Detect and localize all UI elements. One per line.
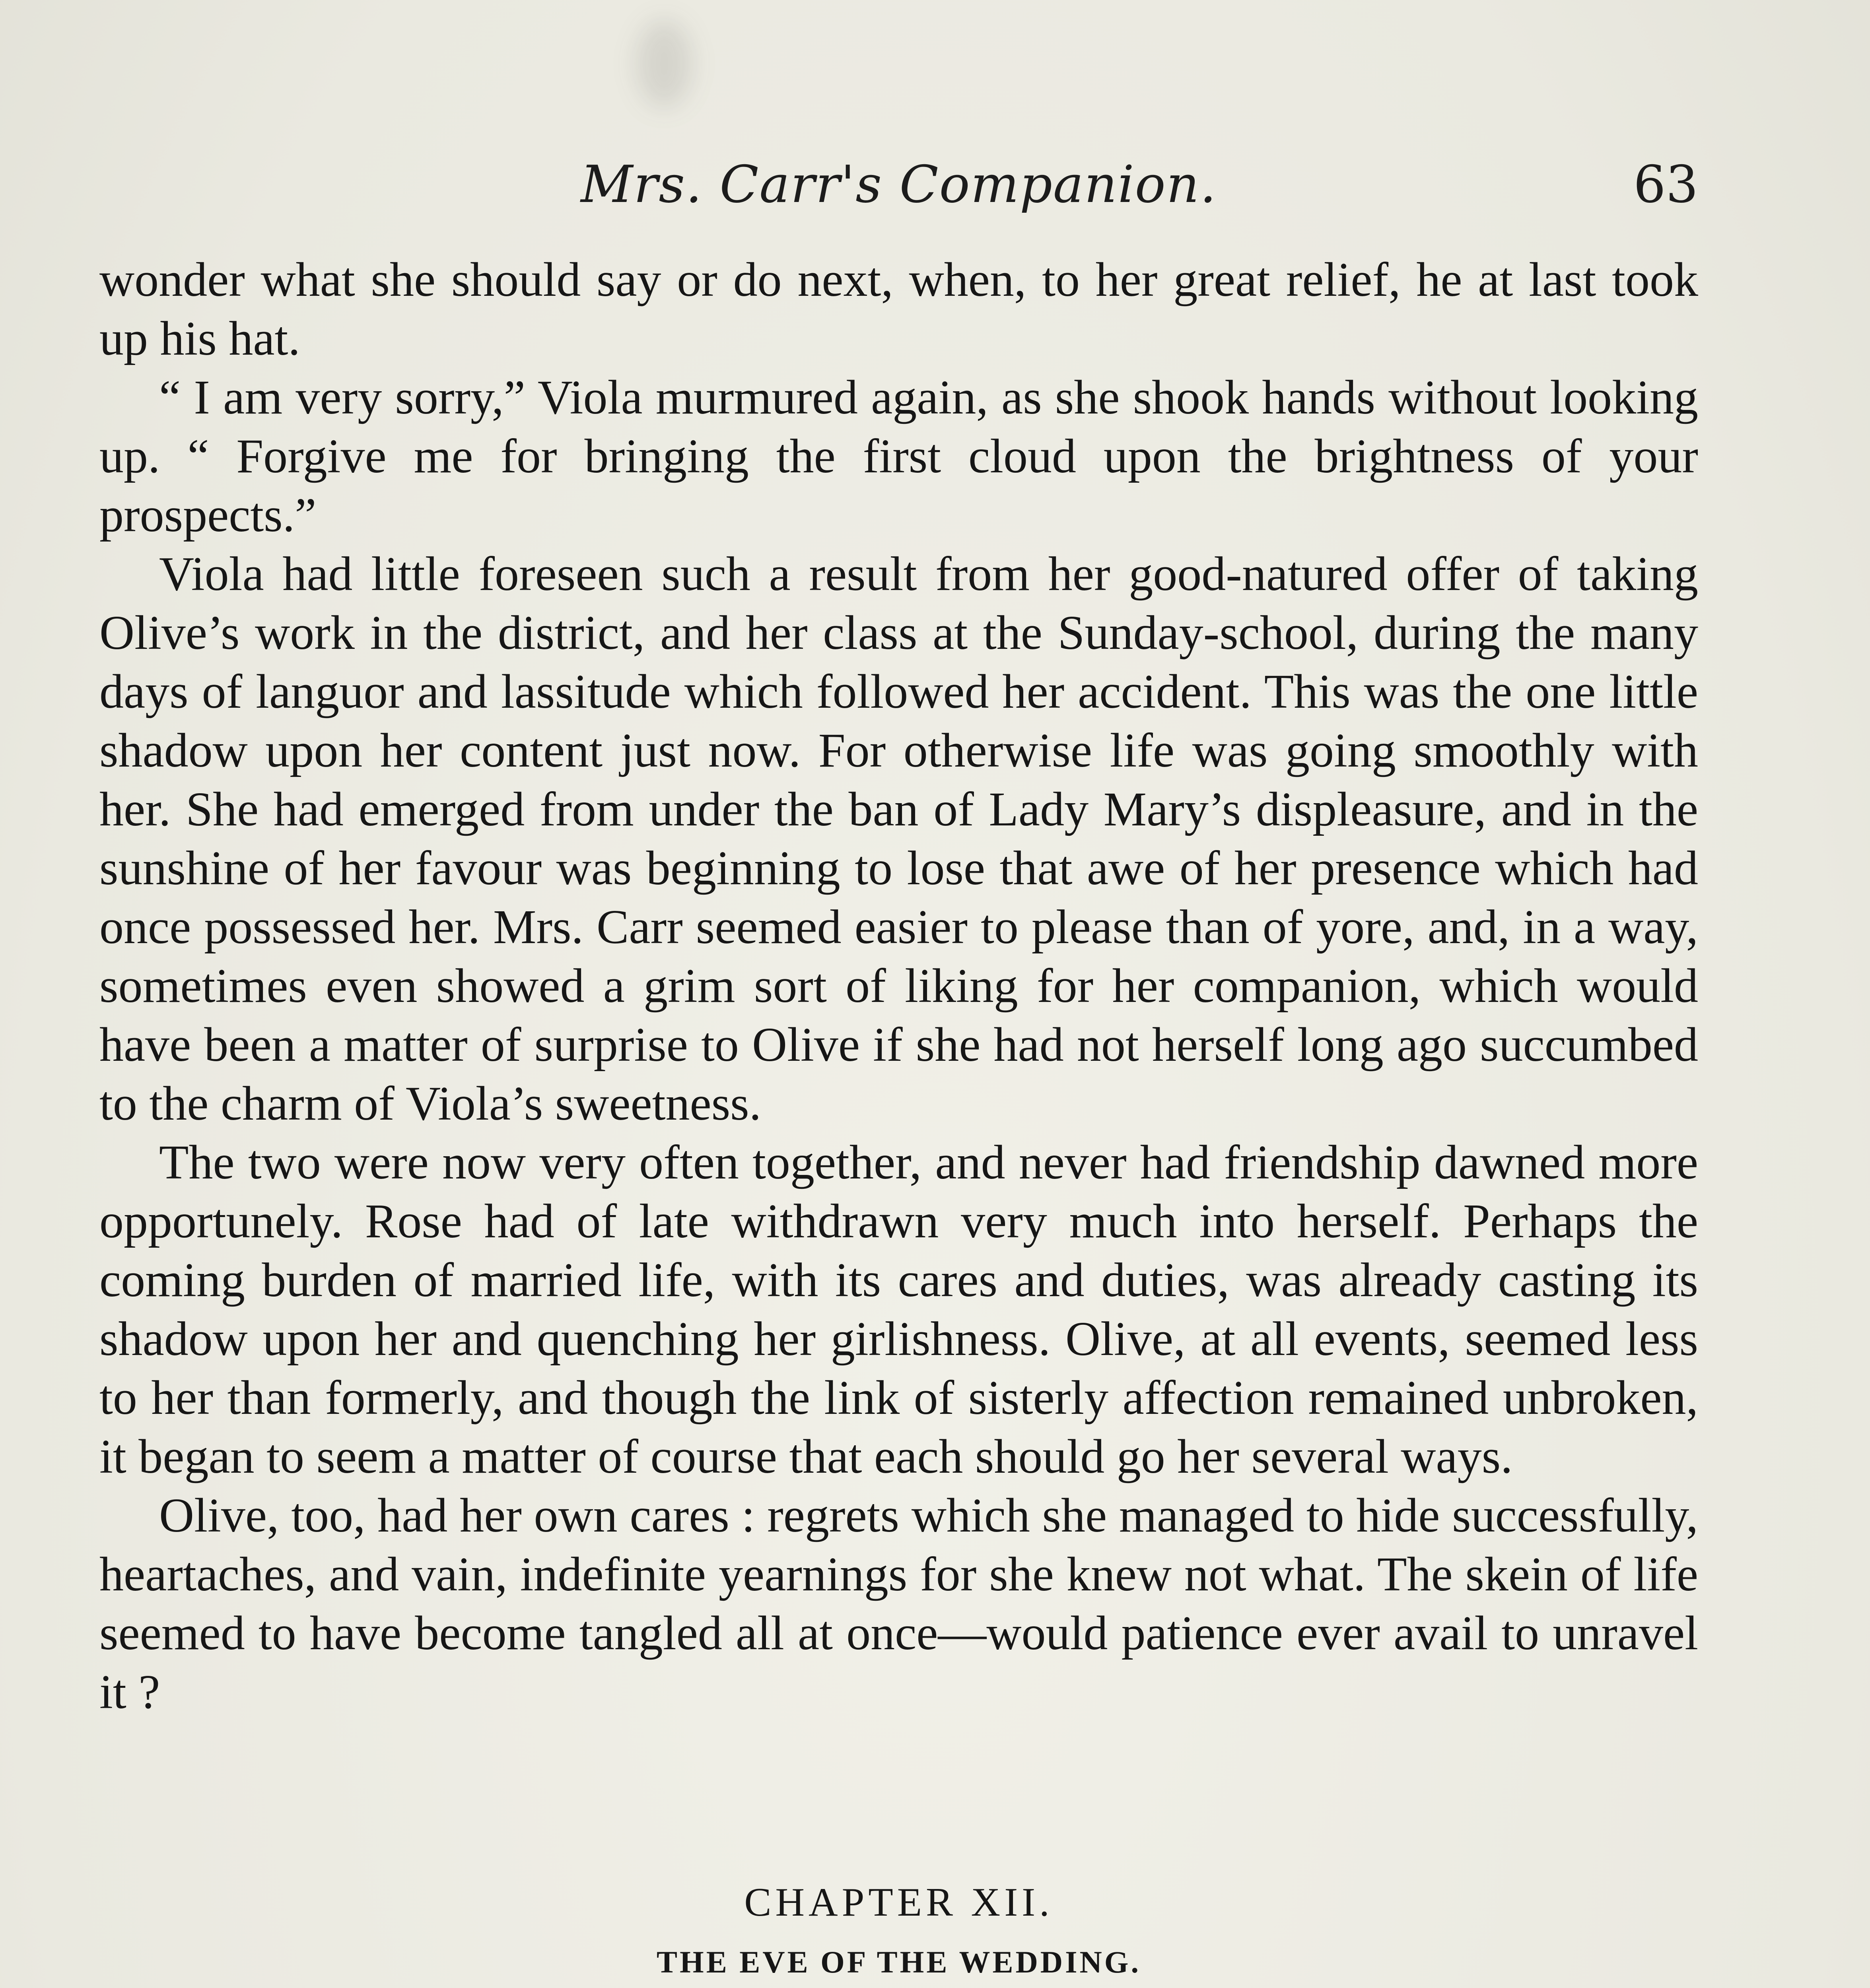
paragraph: “ I am very sorry,” Viola murmured again, as she shook hands without looking up. “ Forgive me for bringing the first cloud upon the brightness of your prospects.” bbox=[99, 371, 1698, 542]
page-header bbox=[99, 151, 1698, 219]
paragraph: Viola had little foreseen such a result from her good-natured offer of taking Olive’s work in the district, and her class at the Sunday-school, during the many days of languor and lassitude which followed her accident. This was the one little shadow upon her content just now. For otherwise life was going smoothly with her. She had emerged from under the ban of Lady Mary’s displeasure, and in the sunshine of her favour was beginning to lose that awe of her presence which had once possessed her. Mrs. Carr seemed easier to please than of yore, and, in a way, sometimes even showed a grim sort of liking for her companion, which would have been a matter of surprise to Olive if she had not herself long ago succumbed to the charm of Viola’s sweetness. bbox=[99, 547, 1698, 1130]
paragraph: Olive, too, had her own cares : regrets which she managed to hide successfully, heartaches, and vain, indefinite yearnings for she knew not what. The skein of life seemed to have become tangled all at once—would patience ever avail to unravel it ? bbox=[99, 1489, 1698, 1719]
running-title: Mrs. Carr's Companion. bbox=[581, 155, 1217, 214]
paragraph: wonder what she should say or do next, when, to her great relief, he at last took up his hat. bbox=[99, 253, 1698, 365]
text-body bbox=[99, 250, 1698, 1988]
page-number: 63 bbox=[1633, 155, 1698, 214]
show-through-shadow bbox=[636, 20, 692, 107]
chapter-title: THE EVE OF THE WEDDING. bbox=[657, 1945, 1141, 1979]
paragraph: The two were now very often together, and never had friendship dawned more opportunely. Rose had of late withdrawn very much into herself. Perhaps the coming burden of married life, with its cares and duties, was already casting its shadow upon her and quenching her girlishness. Olive, at all events, seemed less to her than formerly, and though the link of sisterly affection remained unbroken, it began to seem a matter of course that each should go her several ways. bbox=[99, 1136, 1698, 1483]
chapter-number: CHAPTER XII. bbox=[744, 1880, 1054, 1925]
